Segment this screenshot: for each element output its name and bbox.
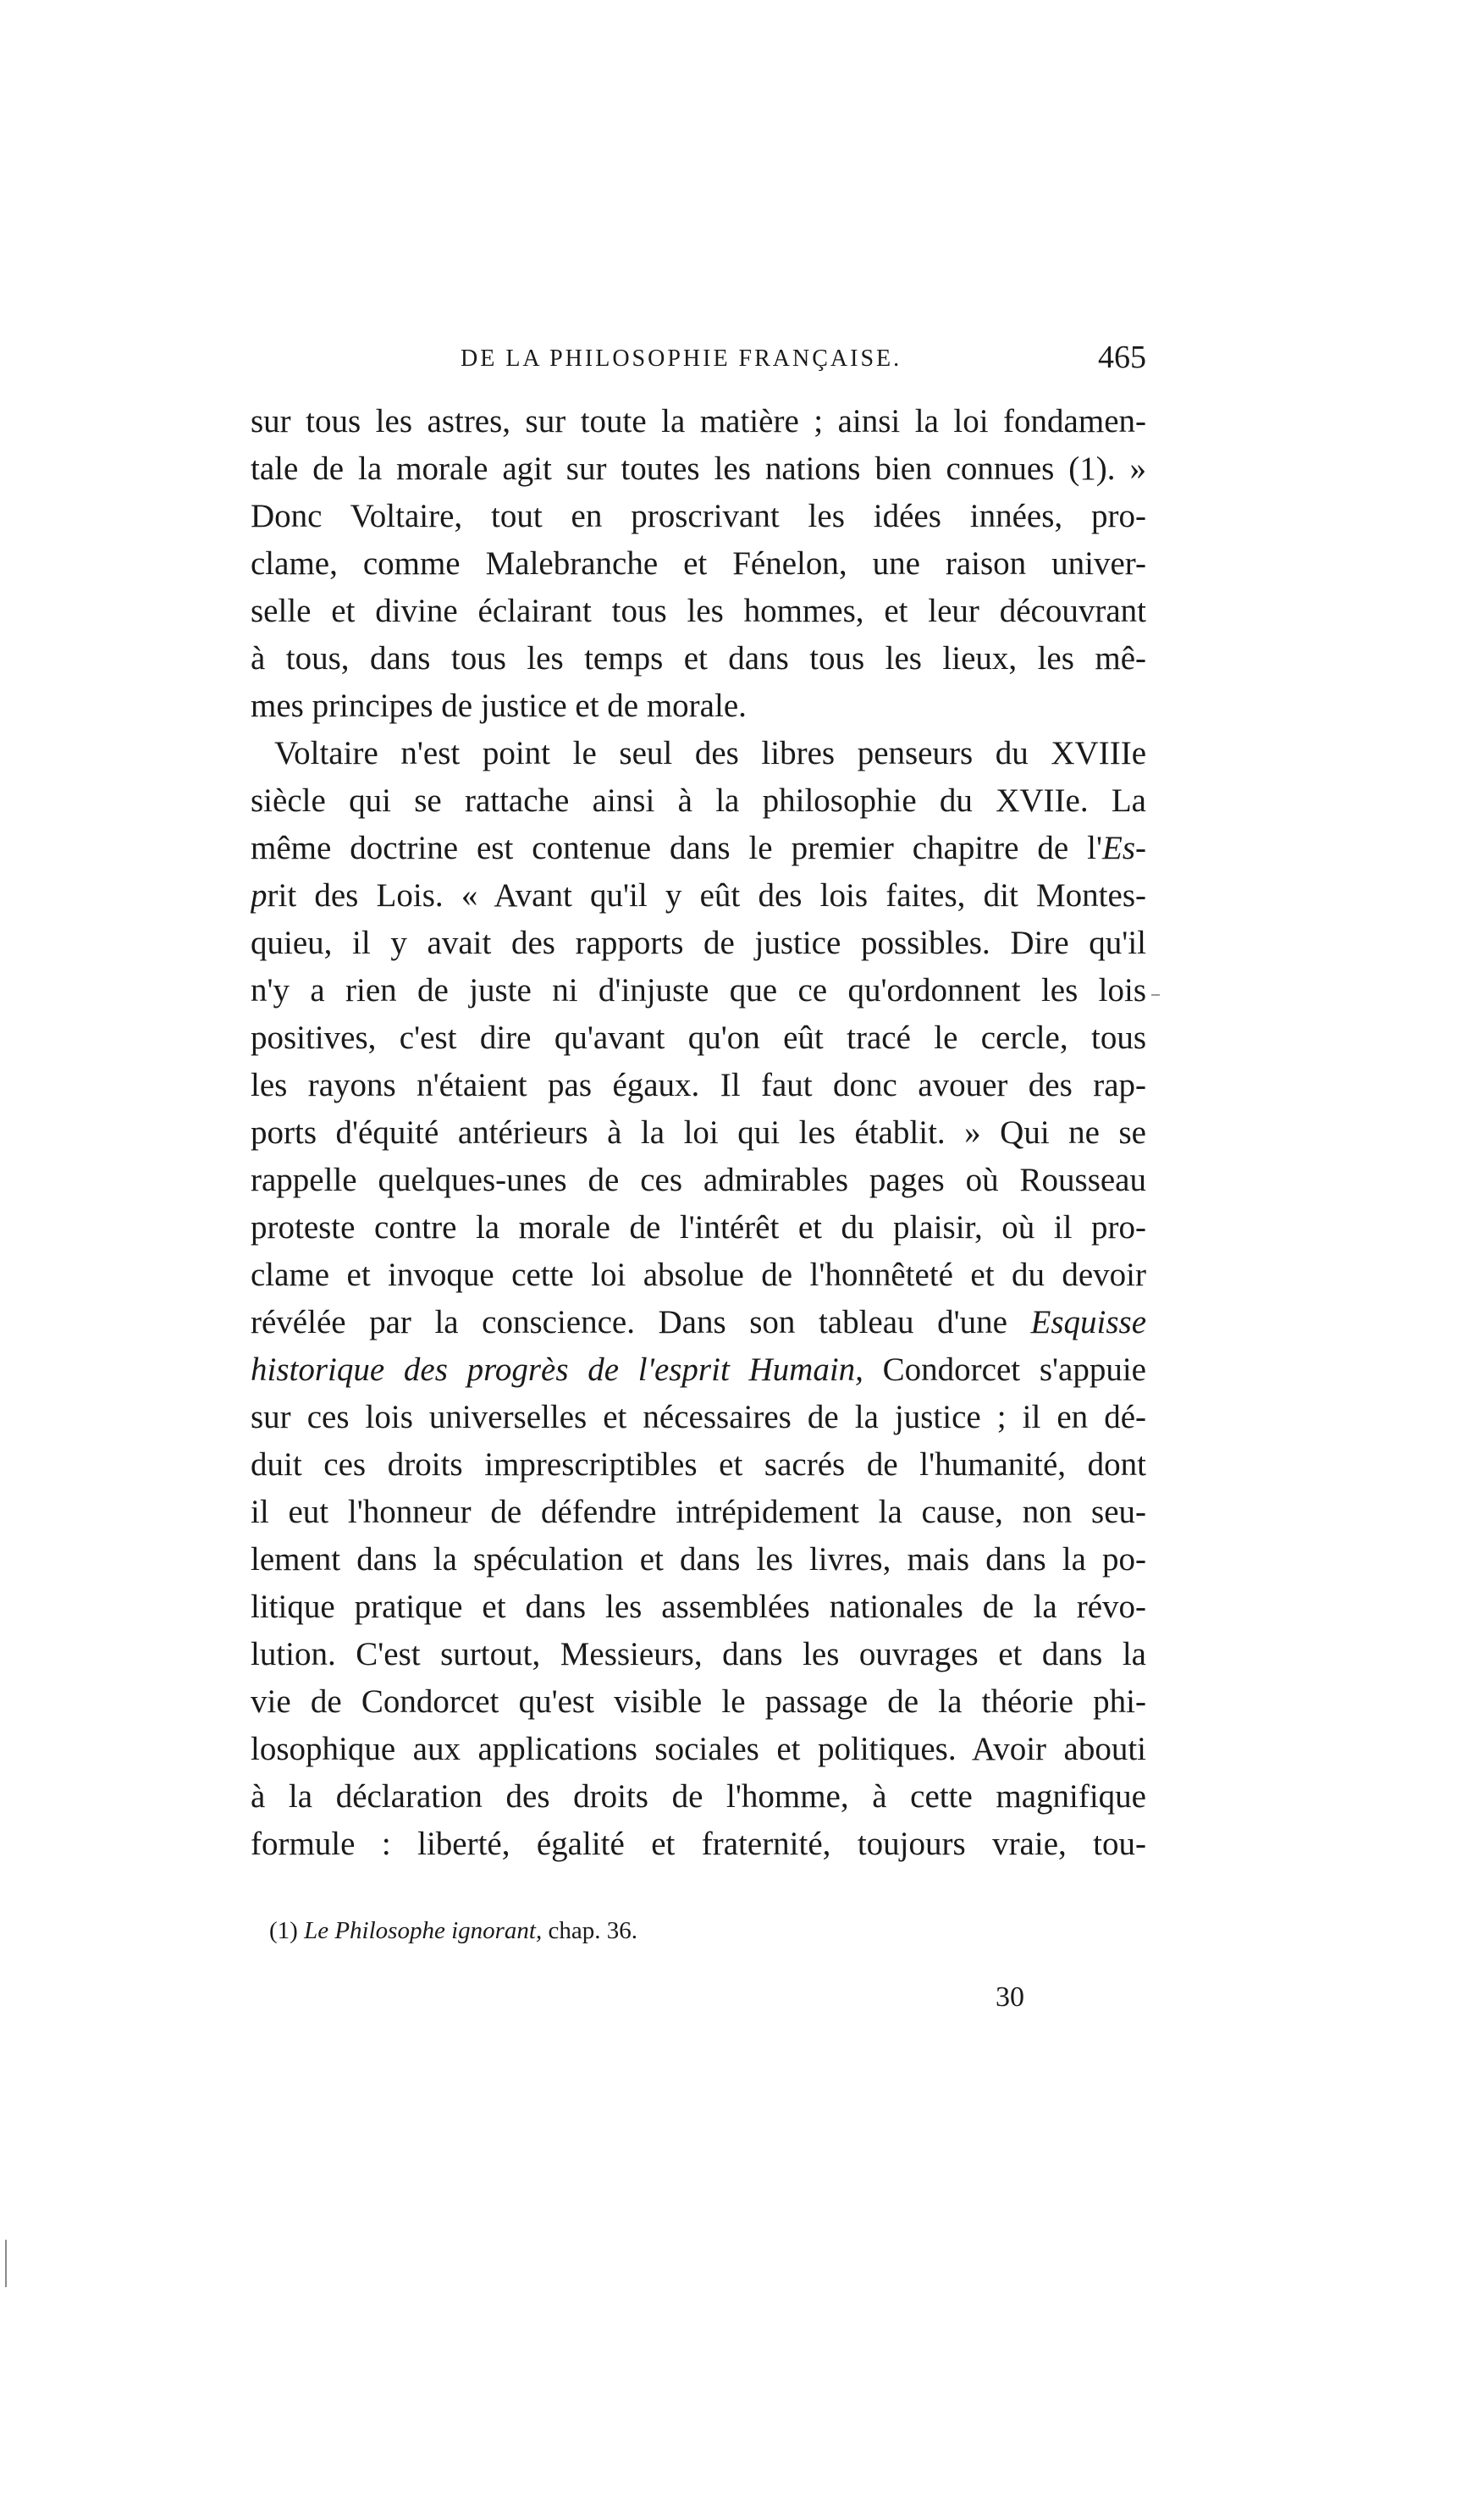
footnote-marker: (1) <box>269 1917 298 1944</box>
page-number: 465 <box>1098 340 1146 375</box>
text-line: tale de la morale agit sur toutes les nations bien connues (1). » <box>251 450 1146 487</box>
text-line: quieu, il y avait des rapports de justice possibles. Dire qu'il <box>251 925 1146 961</box>
italic-title-fragment: Esquisse <box>1030 1304 1146 1340</box>
text-line: clame, comme Malebranche et Fénelon, une raison univer- <box>251 545 1146 582</box>
text-fragment: révélée par la conscience. Dans son tableau d'une <box>251 1304 1031 1340</box>
text-line: losophique aux applications sociales et politiques. Avoir abouti <box>251 1731 1146 1767</box>
text-line-paragraph-start: Voltaire n'est point le seul des libres penseurs du XVIIIe <box>274 735 1146 771</box>
text-line: vie de Condorcet qu'est visible le passage de la théorie phi- <box>251 1683 1146 1720</box>
text-line: formule : liberté, égalité et fraternité, toujours vraie, tou- <box>251 1826 1146 1862</box>
margin-speck <box>1151 994 1160 996</box>
text-line-with-italic <box>251 825 1146 872</box>
text-line: sur tous les astres, sur toute la matière ; ainsi la loi fondamen- <box>251 403 1146 439</box>
running-title: DE LA PHILOSOPHIE FRANÇAISE. <box>461 345 902 372</box>
text-fragment: Condorcet s'appuie <box>863 1351 1146 1388</box>
text-line: les rayons n'étaient pas égaux. Il faut donc avouer des rap- <box>251 1067 1146 1103</box>
body-text <box>251 398 1146 1868</box>
italic-title-fragment: p <box>251 877 268 914</box>
text-line: selle et divine éclairant tous les hommes, et leur découvrant <box>251 593 1146 629</box>
italic-title-fragment: historique des progrès de l'esprit Humain, <box>251 1351 863 1388</box>
text-line: positives, c'est dire qu'avant qu'on eût tracé le cercle, tous <box>251 1020 1146 1056</box>
text-line: clame et invoque cette loi absolue de l'honnêteté et du devoir <box>251 1257 1146 1293</box>
text-fragment: même doctrine est contenue dans le premier chapitre de l' <box>251 830 1102 866</box>
italic-title-fragment: Es- <box>1102 830 1146 866</box>
text-line: lution. C'est surtout, Messieurs, dans les ouvrages et dans la <box>251 1636 1146 1672</box>
footnote-title: Le Philosophe ignorant, <box>304 1917 543 1944</box>
text-line: à la déclaration des droits de l'homme, à cette magnifique <box>251 1778 1146 1815</box>
text-line: sur ces lois universelles et nécessaires de la justice ; il en dé- <box>251 1399 1146 1435</box>
text-line: litique pratique et dans les assemblées nationales de la révo- <box>251 1589 1146 1625</box>
text-line: il eut l'honneur de défendre intrépidement la cause, non seu- <box>251 1494 1146 1530</box>
text-line: n'y a rien de juste ni d'injuste que ce qu'ordonnent les lois <box>251 972 1146 1009</box>
scan-edge-mark <box>5 2240 7 2287</box>
footnote-reference: chap. 36. <box>548 1917 637 1944</box>
text-line-with-italic <box>251 872 1146 920</box>
footnote <box>269 1917 946 1945</box>
running-head <box>251 339 1156 390</box>
text-fragment: rit des Lois. « Avant qu'il y eût des lois faites, dit Montes- <box>267 877 1146 914</box>
text-line: mes principes de justice et de morale. <box>251 688 747 724</box>
text-line: ports d'équité antérieurs à la loi qui les établit. » Qui ne se <box>251 1114 1146 1151</box>
text-line: rappelle quelques-unes de ces admirables pages où Rousseau <box>251 1162 1146 1198</box>
text-line: proteste contre la morale de l'intérêt et du plaisir, où il pro- <box>251 1209 1146 1246</box>
text-line: à tous, dans tous les temps et dans tous les lieux, les mê- <box>251 640 1146 677</box>
text-line: lement dans la spéculation et dans les livres, mais dans la po- <box>251 1541 1146 1578</box>
text-line: siècle qui se rattache ainsi à la philosophie du XVIIe. La <box>251 782 1146 819</box>
text-line-with-italic <box>251 1346 1146 1394</box>
text-line: Donc Voltaire, tout en proscrivant les idées innées, pro- <box>251 498 1146 534</box>
text-line: duit ces droits imprescriptibles et sacrés de l'humanité, dont <box>251 1446 1146 1483</box>
signature-mark: 30 <box>996 1981 1024 2013</box>
text-line-with-italic <box>251 1299 1146 1346</box>
